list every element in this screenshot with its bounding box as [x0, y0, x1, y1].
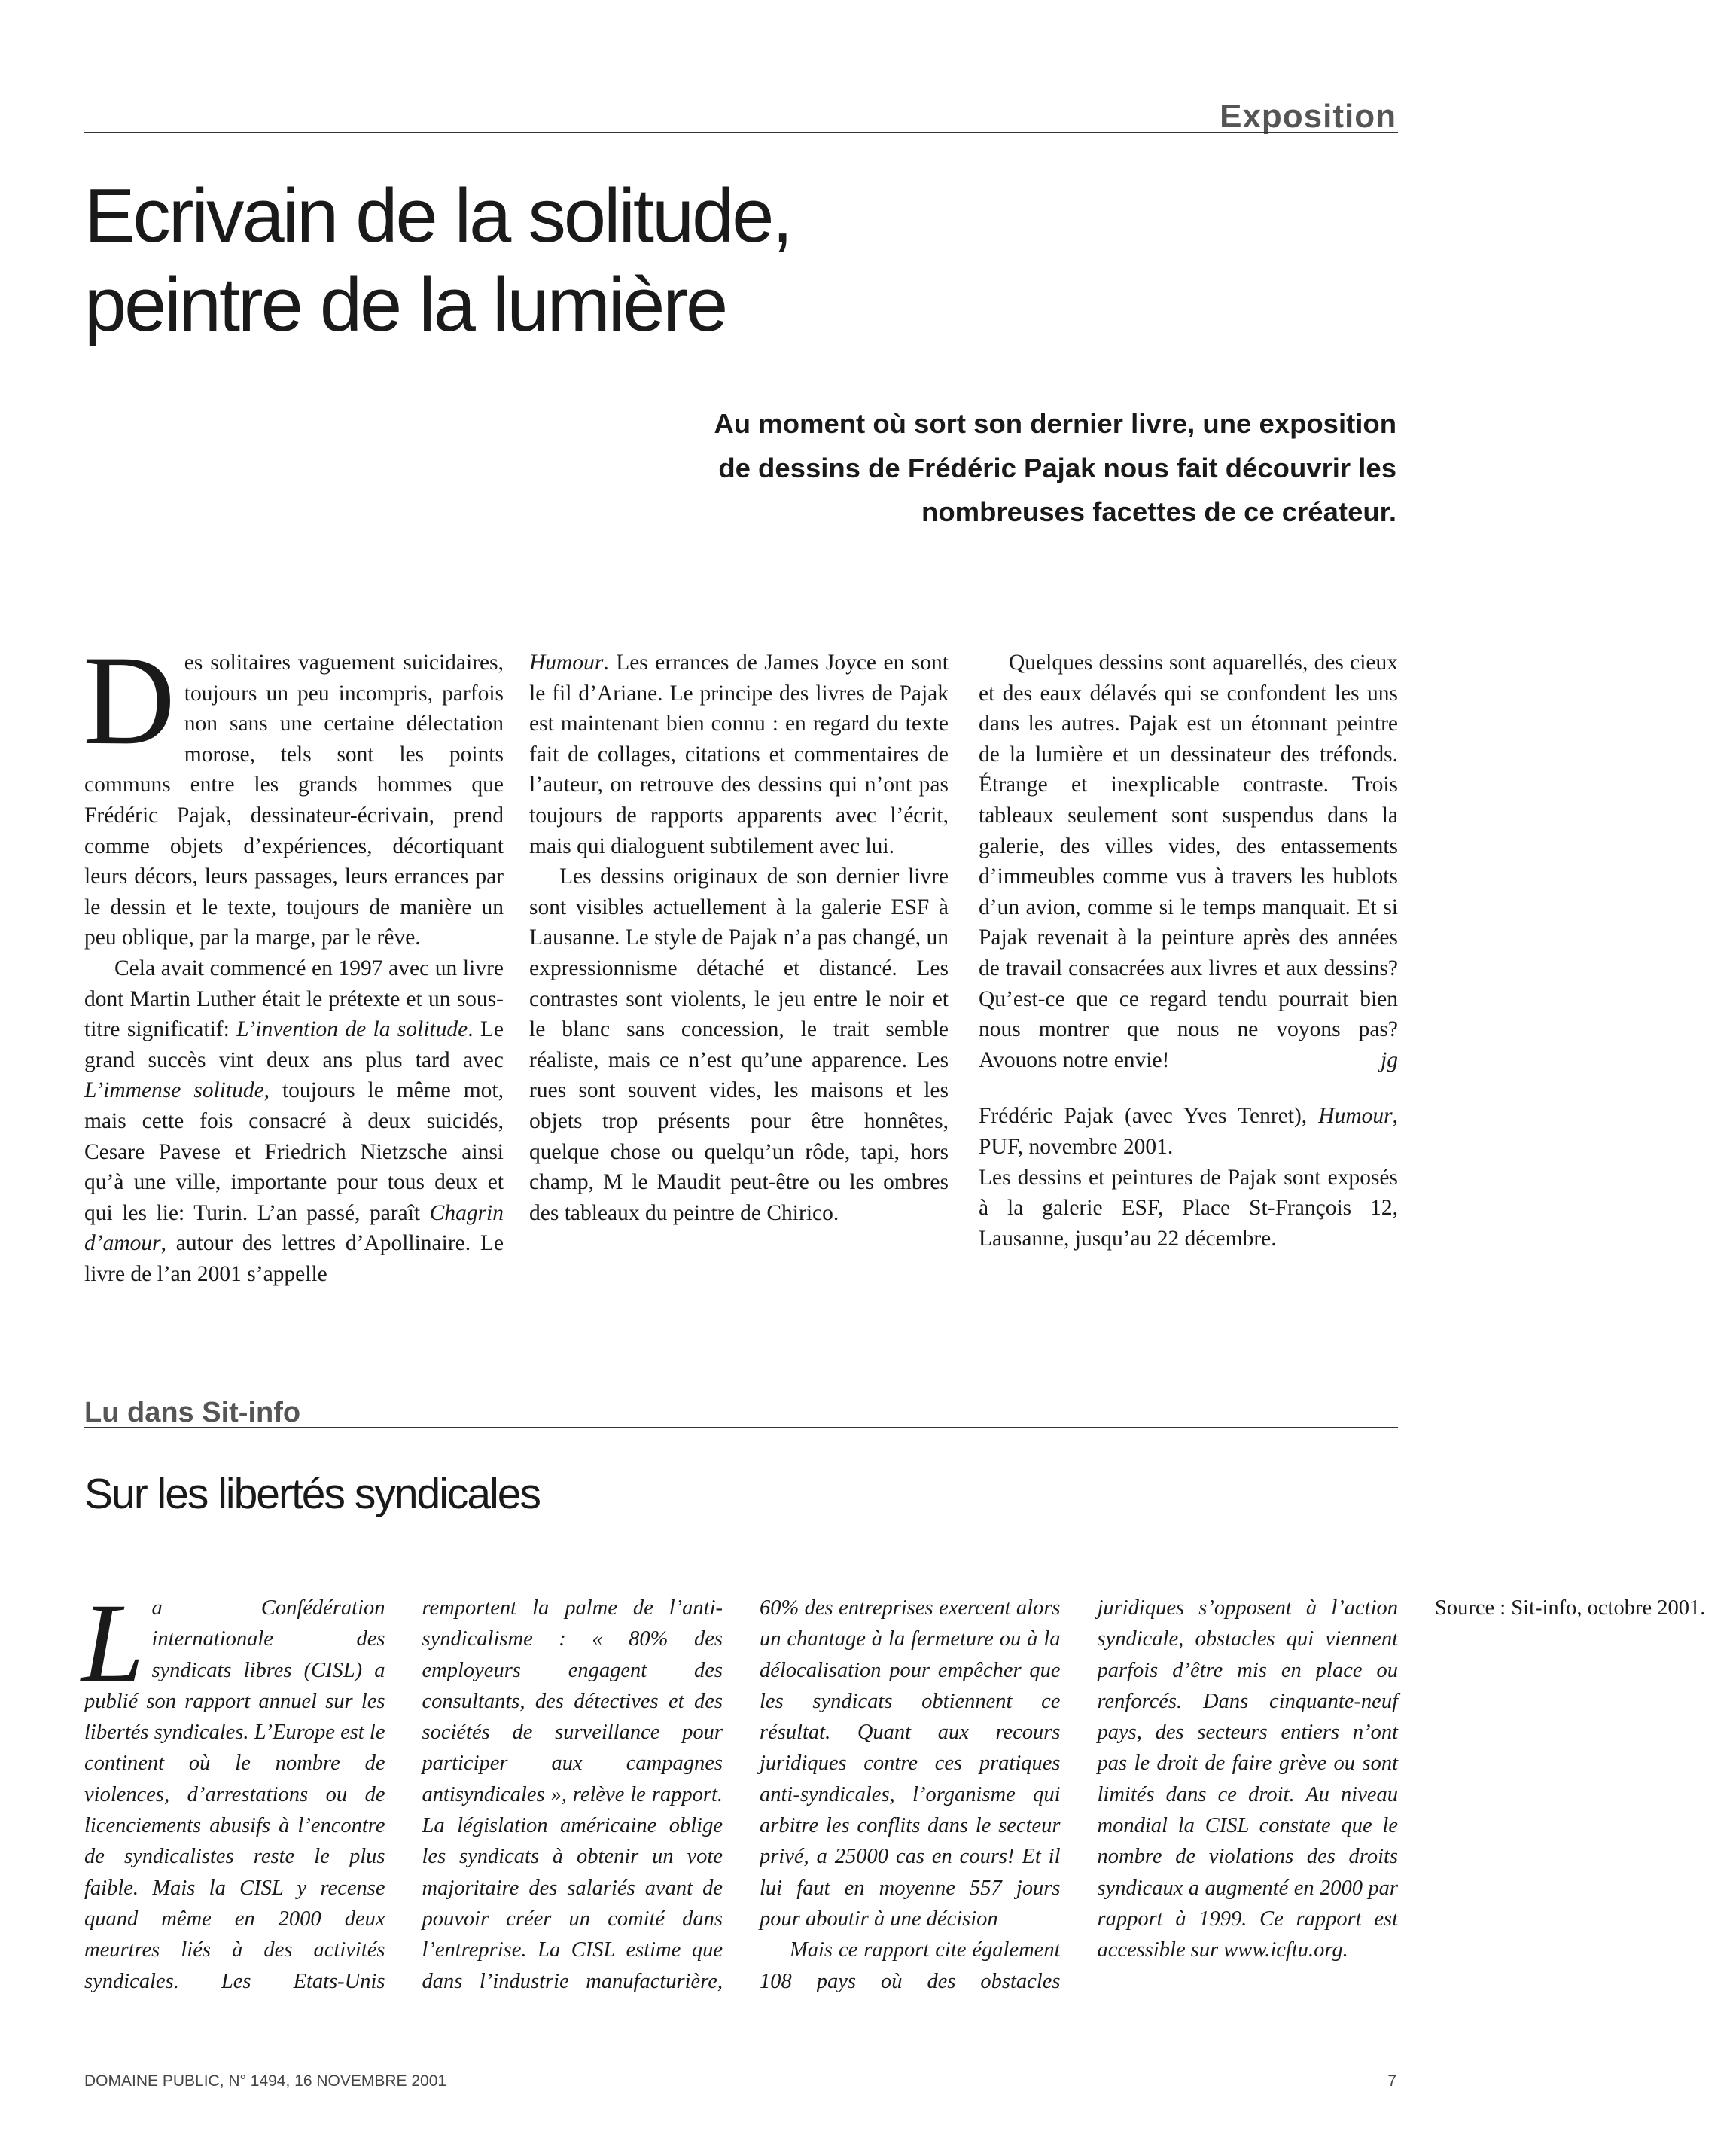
article-deck — [714, 402, 1396, 535]
text-run: , PUF, novembre 2001. — [979, 1104, 1398, 1159]
drop-cap: D — [83, 630, 175, 771]
article-column-1 — [83, 630, 504, 1289]
footer-publication: DOMAINE PUBLIC, N° 1494, 16 NOVEMBRE 2001 — [84, 2072, 447, 2090]
text-run: Cela avait commencé en 1997 avec un livre dont Martin Luther était le prétexte et un sous-titre significatif: — [84, 956, 504, 1042]
drop-cap: L — [81, 1581, 145, 1706]
article-2-title: Sur les libertés syndicales — [84, 1470, 540, 1518]
deck-line-3: nombreuses facettes de ce créateur. — [921, 496, 1396, 527]
text-run: . Le grand succès vint deux ans plus tard avec — [84, 1017, 504, 1072]
author-signature: jg — [1381, 1047, 1398, 1072]
section-label-sit-info: Lu dans Sit-info — [84, 1397, 301, 1428]
paragraph — [529, 648, 949, 861]
article-title — [84, 172, 791, 349]
book-reference — [979, 1101, 1398, 1162]
book-title: L’invention de la solitude — [236, 1017, 468, 1042]
page-number: 7 — [1387, 2072, 1396, 2090]
paragraph — [979, 648, 1398, 1075]
book-title: Chagrin d’amour — [84, 1200, 504, 1256]
article-2-columns — [81, 1581, 1706, 1999]
book-title: Humour — [529, 651, 604, 675]
text-run: . Les errances de James Joyce en sont le fil d’Ariane. Le principe des livres de Pajak est maintenant bien connu : en regard du texte fait de collages, citations et commentaires de l’auteur, on retrouve des dessins qui n’ont pas toujours de rapports apparents avec l’écrit, mais qui dialoguent subtilement avec lui. — [529, 651, 949, 858]
text-run: , autour des lettres d’Apollinaire. Le livre de l’an 2001 s’appelle — [84, 1231, 504, 1286]
exhibition-info: Les dessins et peintures de Pajak sont exposés à la galerie ESF, Place St-François 12, Lausanne, jusqu’au 22 décembre. — [979, 1165, 1398, 1251]
paragraph — [83, 630, 504, 953]
article-column-2-text — [529, 648, 949, 1228]
header-rule — [84, 132, 1398, 133]
article-title-line-2: peintre de la lumière — [84, 263, 726, 347]
text-run: Frédéric Pajak (avec Yves Tenret), — [979, 1104, 1319, 1129]
section-label-exposition: Exposition — [1220, 98, 1396, 135]
text-run: Quelques dessins sont aquarellés, des cieux et des eaux délavés qui se confondent les uns dans les autres. Pajak est un étonnant peintre de la lumière et un dessinateur des tréfonds. Étrange et inexplicable contraste. Trois tableaux seulement sont suspendus dans la galerie, des villes vides, des entassements d’immeubles comme vus à travers les hublots d’un avion, comme si le temps manquait. Et si Pajak revenait à la peinture après des années de travail consacrées aux livres et aux dessins? Qu’est-ce que ce regard tendu pourrait bien nous montrer que nous ne voyons pas? Avouons notre envie! — [979, 651, 1398, 1072]
text-run: , toujours le même mot, mais cette fois consacré à deux suicidés, Cesare Pavese et Friedrich Nietzsche ainsi qu’à une ville, importante pour tous deux et qui les lie: Turin. L’an passé, paraît — [84, 1078, 504, 1225]
paragraph: Les dessins originaux de son dernier livre sont visibles actuellement à la galerie ESF à Lausanne. Le style de Pajak n’a pas changé, un expressionnisme détaché et distancé. Les contrastes sont violents, le jeu entre le noir et le blanc sans concession, le trait semble réaliste, mais ce n’est qu’une apparence. Les rues sont souvent vides, les maisons et les objets trop présents pour être honnêtes, quelque chose ou quelqu’un rôde, tapi, hors champ, M le Maudit peut-être ou les ombres des tableaux du peintre de Chirico. — [529, 864, 949, 1225]
paragraph — [84, 953, 504, 1290]
book-title: Humour — [1318, 1104, 1393, 1129]
paragraph-text: a Confédération internationale des syndicats libres (CISL) a publié son rapport annuel sur les libertés syndicales. L’Europe est le continent où le nombre de violences, d’arrestations ou de licenciements abusifs à l’encontre de syndicalistes reste le plus faible. Mais la CISL y recense quand même en 2000 deux meurtres liés à des activités syndicales. Les Etats-Unis remportent la palme de l’anti-syndicalisme : « 80% des employeurs engagent des consultants, des détectives et des sociétés de surveillance pour participer aux campagnes antisyndicales », relève le rapport. La législation américaine oblige les syndicats à obtenir un vote majoritaire des salariés avant de pouvoir créer un comité dans l’entreprise. La CISL estime que dans l’industrie manufacturière, 60% des entreprises exercent alors un chantage à la fermeture ou à la délocalisation pour empêcher que les syndicats obtiennent ce résultat. Quant aux recours juridiques contre ces pratiques anti-syndicales, l’organisme qui arbitre les conflits dans le secteur privé, a 25000 cas en cours! Et il lui faut en moyenne 557 jours pour aboutir à une décision — [84, 1596, 1061, 1993]
paragraph-text: es solitaires vaguement suicidaires, toujours un peu incompris, parfois non sans une certaine délectation morose, tels sont les points communs entre les grands hommes que Frédéric Pajak, dessinateur-écrivain, prend comme objets d’expériences, décortiquant leurs décors, leurs passages, leurs errances par le dessin et le texte, toujours de manière un peu oblique, par la marge, par le rêve. — [84, 651, 504, 950]
paragraph: Mais ce rapport cite également 108 pays où des obstacles juridiques s’opposent à l’action syndicale, obstacles qui viennent parfois d’être mis en place ou renforcés. Dans cinquante-neuf pays, des secteurs entiers n’ont pas le droit de faire grève ou sont limités dans ce droit. Au niveau mondial la CISL constate que le nombre de violations des droits syndicaux a augmenté en 2000 par rapport à 1999. Ce rapport est accessible sur www.icftu.org. — [760, 1596, 1398, 1993]
deck-line-1: Au moment où sort son dernier livre, une exposition — [714, 408, 1396, 439]
deck-line-2: de dessins de Frédéric Pajak nous fait découvrir les — [718, 452, 1396, 483]
section-rule — [84, 1427, 1398, 1428]
source-credit: Source : Sit-info, octobre 2001. — [1435, 1596, 1706, 1620]
book-title: L’immense solitude — [84, 1078, 264, 1103]
article-title-line-1: Ecrivain de la solitude, — [84, 174, 791, 258]
article-column-3 — [979, 648, 1398, 1254]
